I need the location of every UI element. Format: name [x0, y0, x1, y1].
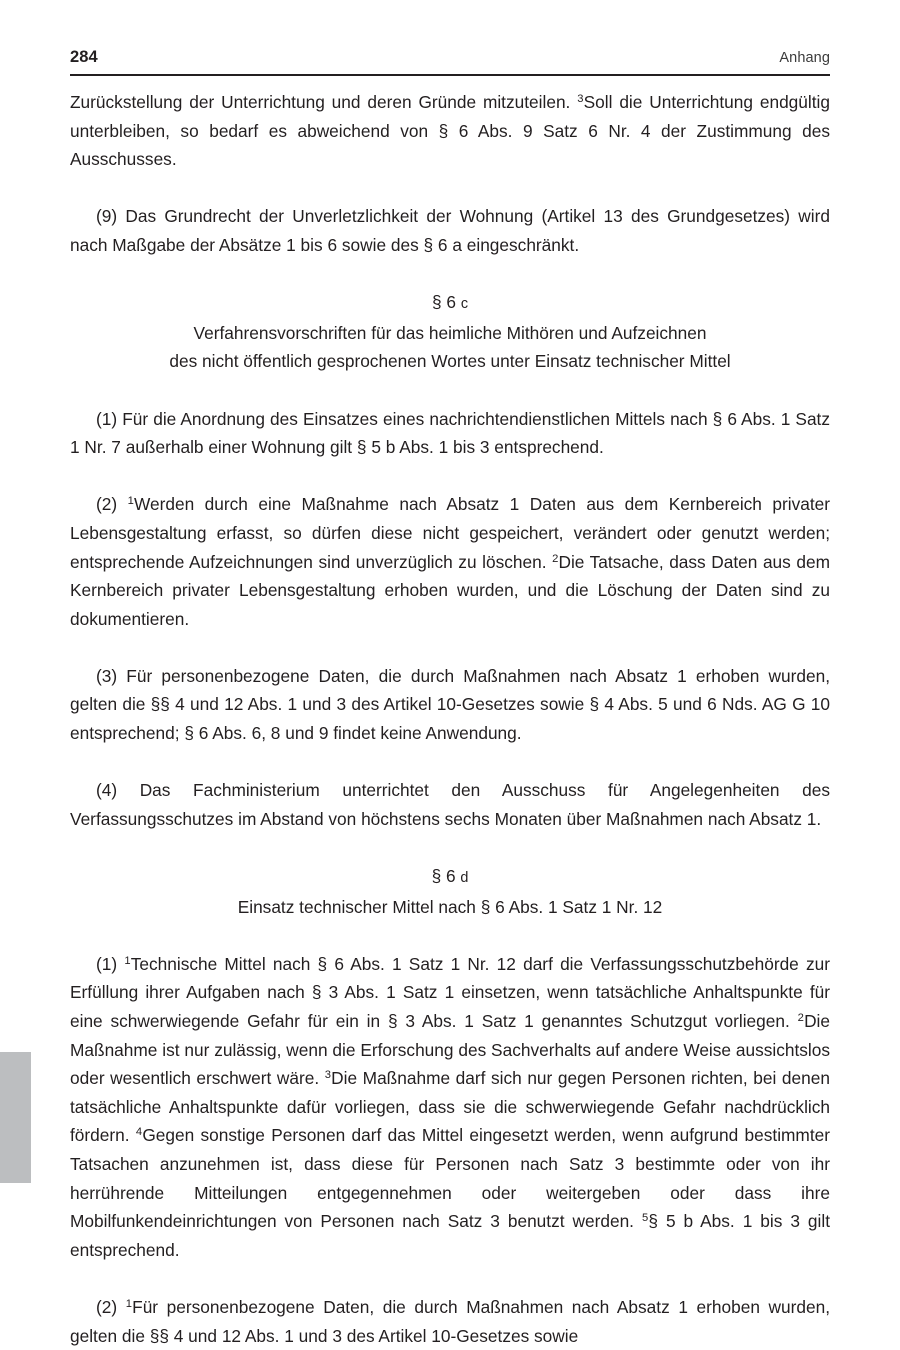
paragraph-9: (9) Das Grundrecht der Unverletzlichkeit der Wohnung (Artikel 13 des Grundgesetzes) wird nach Maßgabe der Absätze 1 bis 6 sowie des § 6 a eingeschränkt. — [70, 206, 830, 255]
section-heading-6d-title-line-1: Einsatz technischer Mittel nach § 6 Abs. 1 Satz 1 Nr. 12 — [237, 896, 663, 917]
running-head — [70, 48, 830, 76]
sentence-number: 3 — [324, 1069, 331, 1082]
sentence-number: 3 — [577, 93, 584, 105]
paragraph-6c-4: (4) Das Fachministerium unterrichtet den Ausschuss für Angelegenheiten des Verfassungsschutzes im Abstand von höchstens sechs Monaten über Maßnahmen nach Absatz 1. — [70, 780, 830, 829]
section-heading-6c-number: § 6 c — [431, 292, 469, 313]
paragraph-8-continuation: Zurückstellung der Unterrichtung und deren Gründe mitzuteilen. $^3$Soll die Unterrichtung endgültig unterbleiben, so bedarf es abweichend von § 6 Abs. 9 Satz 6 Nr. 4 der Zustimmung des Ausschusses. — [70, 92, 830, 170]
sentence-number: 5 — [641, 1212, 649, 1225]
section-heading-6d-number: § 6 d — [431, 866, 469, 887]
sentence-number: 2 — [797, 1012, 804, 1024]
paragraph-6d-1: (1) $^1$Technische Mittel nach § 6 Abs. 1 Satz 1 Nr. 12 darf die Verfassungsschutzbehörde zur Erfüllung ihrer Aufgaben nach § 3 Abs. 1 Satz 1 einsetzen, wenn tatsächliche Anhaltspunkte für eine schwerwiegende Gefahr für ein in § 3 Abs. 1 Satz 1 genanntes Schutzgut vorliegen. $^2$Die Maßnahme ist nur zulässig, wenn die Erforschung des Sachverhalts auf andere Weise aussichtslos oder wesentlich erschwert wäre. $^3$Die Maßnahme darf sich nur gegen Personen richten, bei denen tatsächliche Anhaltspunkte dafür vorliegen, dass sie die schwerwiegende Gefahr nachdrücklich fördern. $^4$Gegen sonstige Personen darf das Mittel eingesetzt werden, wenn aufgrund bestimmter Tatsachen anzunehmen ist, dass diese für Personen nach Satz 3 bestimmte oder von ihr herrührende Mitteilungen entgegennehmen oder weitergeben oder dass ihre Mobilfunkendeinrichtungen von Personen nach Satz 3 benutzt werden. $^5$§ 5 b Abs. 1 bis 3 gilt entsprechend. — [70, 953, 830, 1260]
paragraph-6c-1: (1) Für die Anordnung des Einsatzes eines nachrichtendienstlichen Mittels nach § 6 Abs. 1 Satz 1 Nr. 7 außerhalb einer Wohnung gilt § 5 b Abs. 1 bis 3 entsprechend. — [70, 408, 830, 458]
text-column — [70, 88, 830, 1350]
sentence-number: 4 — [135, 1126, 143, 1139]
section-heading-6c-title-line-2: des nicht öffentlich gesprochenen Wortes unter Einsatz technischer Mittel — [169, 351, 731, 372]
sentence-number: 1 — [125, 1297, 132, 1310]
sentence-number: 1 — [124, 954, 131, 967]
paragraph-6c-2: (2) $^1$Werden durch eine Maßnahme nach Absatz 1 Daten aus dem Kernbereich privater Lebensgestaltung erfasst, so dürfen diese nicht gespeichert, verändert oder genutzt werden; entsprechende Aufzeichnungen sind unverzüglich zu löschen. $^2$Die Tatsache, dass Daten aus dem Kernbereich privater Lebensgestaltung erhoben wurden, und die Löschung der Daten sind zu dokumentieren. — [70, 494, 830, 629]
sentence-number: 1 — [127, 495, 134, 508]
paragraph-6d-2: (2) $^1$Für personenbezogene Daten, die durch Maßnahmen nach Absatz 1 erhoben wurden, gelten die §§ 4 und 12 Abs. 1 und 3 des Artikel 10-Gesetzes sowie — [70, 1296, 831, 1346]
section-heading-6c-title-line-1: Verfahrensvorschriften für das heimliche Mithören und Aufzeichnen — [193, 322, 707, 343]
page-number: 284 — [70, 48, 98, 66]
section-heading-6d — [70, 862, 830, 921]
section-heading-6c — [70, 288, 830, 376]
side-tab-marker — [0, 1052, 31, 1183]
running-head-title: Anhang — [779, 50, 830, 66]
paragraph-6c-3: (3) Für personenbezogene Daten, die durch Maßnahmen nach Absatz 1 erhoben wurden, gelten die §§ 4 und 12 Abs. 1 und 3 des Artikel 10-Gesetzes sowie § 4 Abs. 5 und 6 Nds. AG G 10 entsprechend; § 6 Abs. 6, 8 und 9 findet keine Anwendung. — [70, 665, 830, 744]
section-heading-6d-letter: d — [460, 870, 469, 887]
section-heading-6c-letter: c — [460, 296, 469, 313]
sentence-number: 2 — [552, 552, 559, 565]
